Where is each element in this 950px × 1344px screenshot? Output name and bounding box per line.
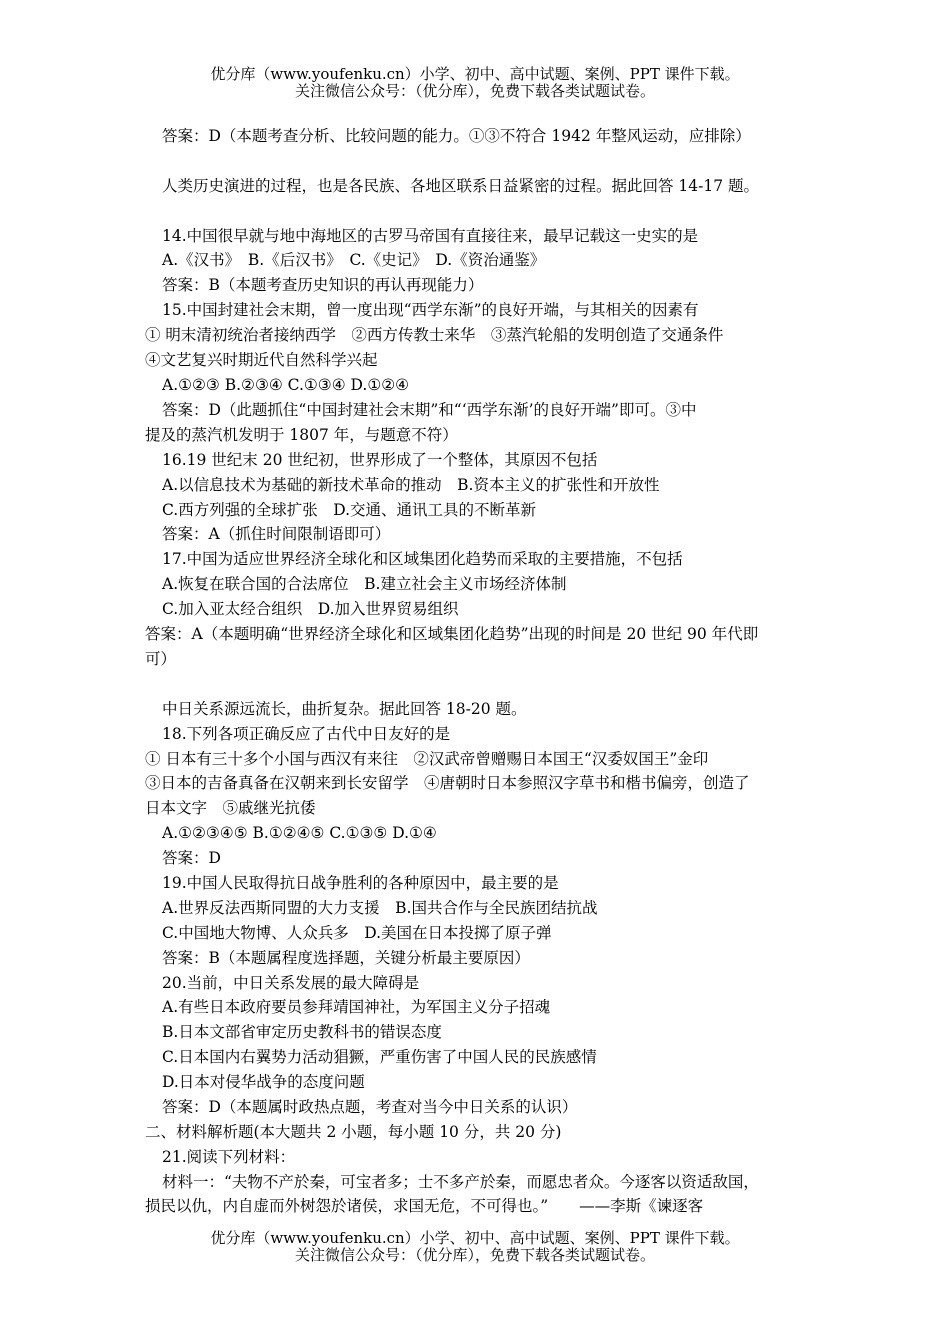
text-line: ④文艺复兴时期近代自然科学兴起	[145, 351, 378, 369]
text-line: ① 日本有三十多个小国与西汉有来往 ②汉武帝曾赠赐日本国王“汉委奴国王”金印	[145, 750, 709, 768]
text-line: C.西方列强的全球扩张 D.交通、通讯工具的不断革新	[162, 501, 537, 519]
header-line-1: 优分库（www.youfenku.cn）小学、初中、高中试题、案例、PPT 课件下载。	[210, 65, 740, 83]
text-line: 16.19 世纪末 20 世纪初，世界形成了一个整体，其原因不包括	[162, 451, 598, 469]
text-line: 答案：A（本题明确“世界经济全球化和区域集团化趋势”出现的时间是 20 世纪 90 年代即	[145, 625, 759, 643]
text-line: A.《汉书》 B.《后汉书》 C.《史记》 D.《资治通鉴》	[162, 251, 546, 269]
text-line: ① 明末清初统治者接纳西学 ②西方传教士来华 ③蒸汽轮船的发明创造了交通条件	[145, 326, 724, 344]
text-line: 答案：D（此题抓住“中国封建社会末期”和“‘西学东渐’的良好开端”即可。③中	[162, 401, 697, 419]
text-line: 答案：A（抓住时间限制语即可）	[162, 525, 391, 543]
text-line: A.有些日本政府要员参拜靖国神社，为军国主义分子招魂	[162, 998, 551, 1016]
footer-line-2: 关注微信公众号：（优分库），免费下载各类试题试卷。	[294, 1246, 655, 1264]
text-line: A.以信息技术为基础的新技术革命的推动 B.资本主义的扩张性和开放性	[162, 476, 660, 494]
text-line: 人类历史演进的过程，也是各民族、各地区联系日益紧密的过程。据此回答 14-17 题。	[162, 177, 760, 195]
section-heading: 二、材料解析题(本大题共 2 小题，每小题 10 分，共 20 分)	[145, 1123, 562, 1141]
text-line: D.日本对侵华战争的态度问题	[162, 1073, 365, 1091]
text-line: 答案：B（本题属程度选择题，关键分析最主要原因）	[162, 949, 530, 967]
text-line: 14.中国很早就与地中海地区的古罗马帝国有直接往来，最早记载这一史实的是	[162, 227, 699, 245]
text-line: A.恢复在联合国的合法席位 B.建立社会主义市场经济体制	[162, 575, 567, 593]
text-line: 答案：D（本题考查分析、比较问题的能力。①③不符合 1942 年整风运动，应排除）	[162, 127, 751, 145]
text-line: 18.下列各项正确反应了古代中日友好的是	[162, 725, 451, 743]
page-header	[0, 66, 950, 100]
text-line: A.世界反法西斯同盟的大力支援 B.国共合作与全民族团结抗战	[162, 899, 598, 917]
text-line: 17.中国为适应世界经济全球化和区域集团化趋势而采取的主要措施，不包括	[162, 550, 683, 568]
text-line: 中日关系源远流长，曲折复杂。据此回答 18-20 题。	[162, 700, 527, 718]
page-footer	[0, 1230, 950, 1264]
footer-line-1: 优分库（www.youfenku.cn）小学、初中、高中试题、案例、PPT 课件下载。	[210, 1229, 740, 1247]
text-line: C.加入亚太经合组织 D.加入世界贸易组织	[162, 600, 459, 618]
text-line: A.①②③ B.②③④ C.①③④ D.①②④	[162, 376, 410, 394]
text-line: C.日本国内右翼势力活动猖獗，严重伤害了中国人民的民族感情	[162, 1048, 597, 1066]
text-line: 15.中国封建社会末期，曾一度出现“西学东渐”的良好开端，与其相关的因素有	[162, 301, 699, 319]
text-line: 20.当前，中日关系发展的最大障碍是	[162, 974, 420, 992]
text-line: 提及的蒸汽机发明于 1807 年，与题意不符）	[145, 426, 458, 444]
text-line: 19.中国人民取得抗日战争胜利的各种原因中，最主要的是	[162, 874, 559, 892]
text-line: 答案：D	[162, 849, 221, 867]
text-line: B.日本文部省审定历史教科书的错误态度	[162, 1023, 442, 1041]
text-line: 材料一：“夫物不产於秦，可宝者多；士不多产於秦，而愿忠者众。今逐客以资适敌国，	[162, 1173, 759, 1191]
text-line: 日本文字 ⑤戚继光抗倭	[145, 799, 316, 817]
text-line: 损民以仇，内自虚而外树怨於诸侯，求国无危，不可得也。” ——李斯《谏逐客	[145, 1197, 704, 1215]
text-line: ③日本的吉备真备在汉朝来到长安留学 ④唐朝时日本参照汉字草书和楷书偏旁，创造了	[145, 774, 750, 792]
text-line: C.中国地大物博、人众兵多 D.美国在日本投掷了原子弹	[162, 924, 552, 942]
header-line-2: 关注微信公众号：（优分库），免费下载各类试题试卷。	[294, 82, 655, 100]
text-line: 21.阅读下列材料：	[162, 1148, 296, 1166]
text-line: 可）	[145, 650, 177, 668]
text-line: A.①②③④⑤ B.①②④⑤ C.①③⑤ D.①④	[162, 824, 437, 842]
text-line: 答案：D（本题属时政热点题，考查对当今中日关系的认识）	[162, 1098, 578, 1116]
text-line: 答案：B（本题考查历史知识的再认再现能力）	[162, 276, 484, 294]
